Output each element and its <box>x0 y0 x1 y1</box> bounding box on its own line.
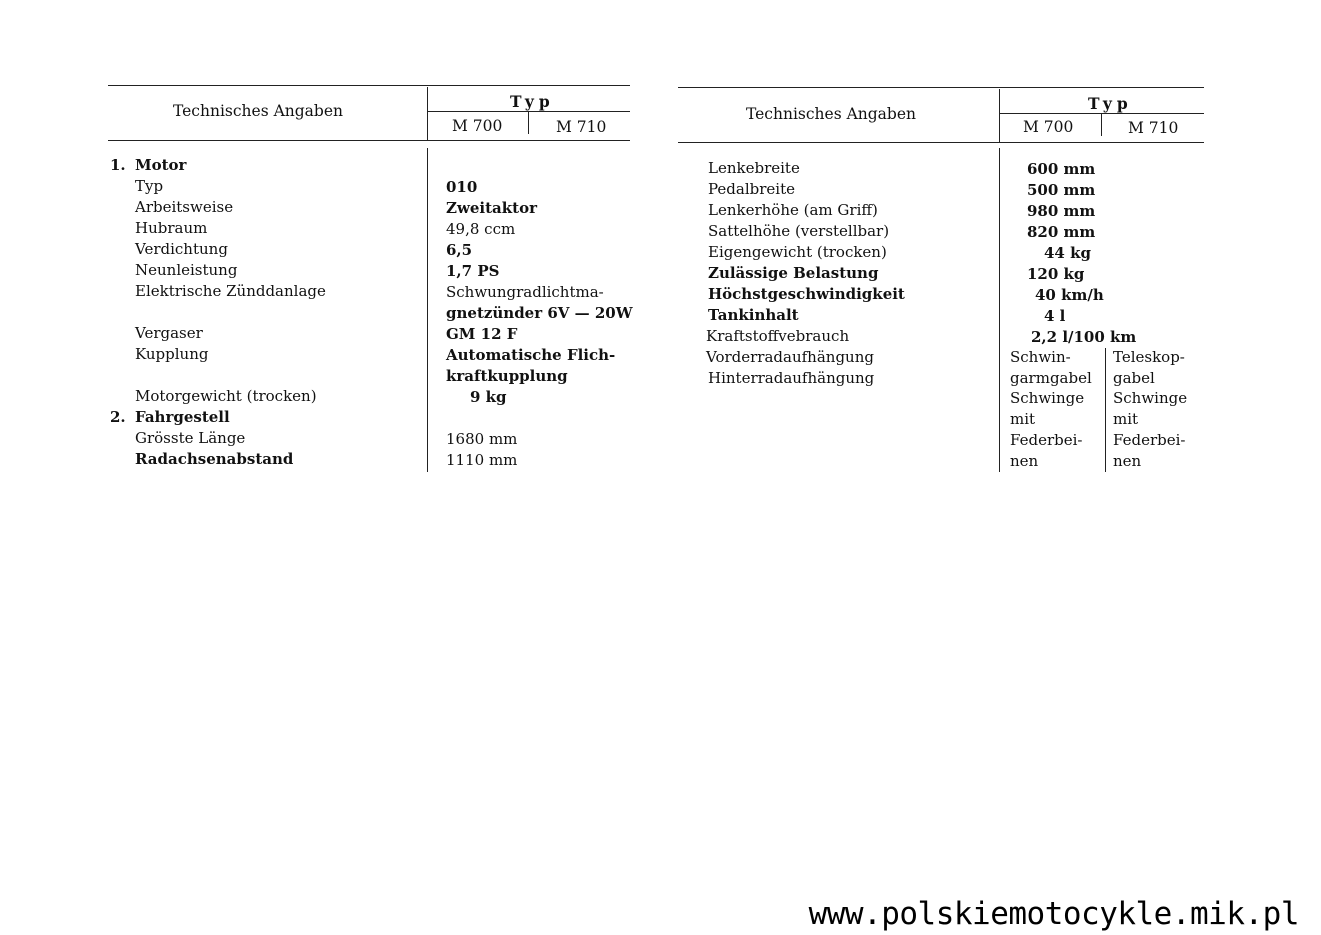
right-row-label: Pedalbreite <box>708 180 795 198</box>
left-header-m710: M 710 <box>556 118 607 136</box>
right-row-label: Vorderradaufhängung <box>706 348 874 366</box>
left-row-value: 6,5 <box>446 241 473 259</box>
left-section-num: 2. <box>110 408 126 426</box>
left-row-label: Radachsenabstand <box>135 450 294 468</box>
right-row-label: Lenkerhöhe (am Griff) <box>708 201 878 219</box>
left-section-title: Motor <box>135 156 187 174</box>
right-header-m700: M 700 <box>1023 118 1074 136</box>
right-row-m710: nen <box>1113 452 1142 470</box>
left-header-divider <box>427 87 428 141</box>
left-body-divider <box>427 148 428 472</box>
left-row-label: Motorgewicht (trocken) <box>135 387 317 405</box>
left-row-value: Zweitaktor <box>446 199 537 217</box>
right-top-rule <box>678 87 1204 88</box>
right-row-value: 120 kg <box>1027 265 1085 283</box>
left-top-rule <box>108 85 630 86</box>
right-row-m710: Schwinge <box>1113 389 1188 407</box>
right-row-label: Sattelhöhe (verstellbar) <box>708 222 890 240</box>
right-row-m710: gabel <box>1113 369 1155 387</box>
left-row-label: Kupplung <box>135 345 209 363</box>
right-row-value: 600 mm <box>1027 160 1096 178</box>
right-row-m710: Federbei- <box>1113 431 1186 449</box>
left-col-divider <box>528 112 529 134</box>
right-row-value: 44 kg <box>1044 244 1091 262</box>
right-row-label: Höchstgeschwindigkeit <box>708 285 905 303</box>
right-col-divider <box>1101 114 1102 136</box>
right-row-m710: Teleskop- <box>1113 348 1185 366</box>
left-header-typ: Typ <box>510 92 555 111</box>
right-row-m700: Schwin- <box>1010 348 1071 366</box>
left-row-label: Hubraum <box>135 219 208 237</box>
right-row-value: 980 mm <box>1027 202 1096 220</box>
right-header-divider <box>999 89 1000 143</box>
left-row-value: 1680 mm <box>446 430 518 448</box>
left-section-title: Fahrgestell <box>135 408 230 426</box>
left-typ-rule <box>428 111 630 112</box>
right-row-value: 500 mm <box>1027 181 1096 199</box>
right-row-m700: Federbei- <box>1010 431 1083 449</box>
left-row-value: 1110 mm <box>446 451 518 469</box>
right-row-value: 4 l <box>1044 307 1066 325</box>
right-row-value: 820 mm <box>1027 223 1096 241</box>
left-row-label: Elektrische Zünddanlage <box>135 282 326 300</box>
left-row-label: Neunleistung <box>135 261 238 279</box>
left-row-value: 1,7 PS <box>446 262 500 280</box>
right-row-label: Lenkebreite <box>708 159 800 177</box>
left-row-value: Schwungradlichtma- <box>446 283 604 301</box>
left-row-value: gnetzünder 6V — 20W <box>446 304 633 322</box>
left-row-label: Verdichtung <box>135 240 228 258</box>
left-row-value: 9 kg <box>470 388 507 406</box>
right-row-label: Kraftstoffvebrauch <box>706 327 850 345</box>
left-section-num: 1. <box>110 156 126 174</box>
right-row-value: 2,2 l/100 km <box>1031 328 1137 346</box>
right-row-m710: mit <box>1113 410 1139 428</box>
left-header-bottom-rule <box>108 140 630 141</box>
right-row-label: Zulässige Belastung <box>708 264 879 282</box>
left-row-label: Arbeitsweise <box>135 198 234 216</box>
right-row-label: Tankinhalt <box>708 306 799 324</box>
right-row-label: Eigengewicht (trocken) <box>708 243 887 261</box>
left-row-label: Grösste Länge <box>135 429 246 447</box>
right-suspension-divider <box>1105 348 1106 472</box>
left-row-value: 49,8 ccm <box>446 220 516 238</box>
right-header-typ: Typ <box>1088 94 1133 113</box>
right-header-m710: M 710 <box>1128 119 1179 137</box>
right-row-value: 40 km/h <box>1035 286 1104 304</box>
right-header-bottom-rule <box>678 142 1204 143</box>
right-typ-rule <box>1000 113 1204 114</box>
right-header-title: Technisches Angaben <box>746 105 917 123</box>
left-row-value: Automatische Flich- <box>446 346 616 364</box>
right-row-label: Hinterradaufhängung <box>708 369 875 387</box>
right-row-m700: mit <box>1010 410 1036 428</box>
left-row-value: 010 <box>446 178 478 196</box>
left-header-m700: M 700 <box>452 117 503 135</box>
right-body-divider <box>999 148 1000 472</box>
left-header-title: Technisches Angaben <box>173 102 344 120</box>
right-row-m700: garmgabel <box>1010 369 1092 387</box>
left-row-value: kraftkupplung <box>446 367 568 385</box>
right-row-m700: Schwinge <box>1010 389 1085 407</box>
right-row-m700: nen <box>1010 452 1039 470</box>
left-row-value: GM 12 F <box>446 325 518 343</box>
left-row-label: Vergaser <box>135 324 203 342</box>
left-row-label: Typ <box>135 177 164 195</box>
website-watermark: www.polskiemotocykle.mik.pl <box>808 896 1299 932</box>
